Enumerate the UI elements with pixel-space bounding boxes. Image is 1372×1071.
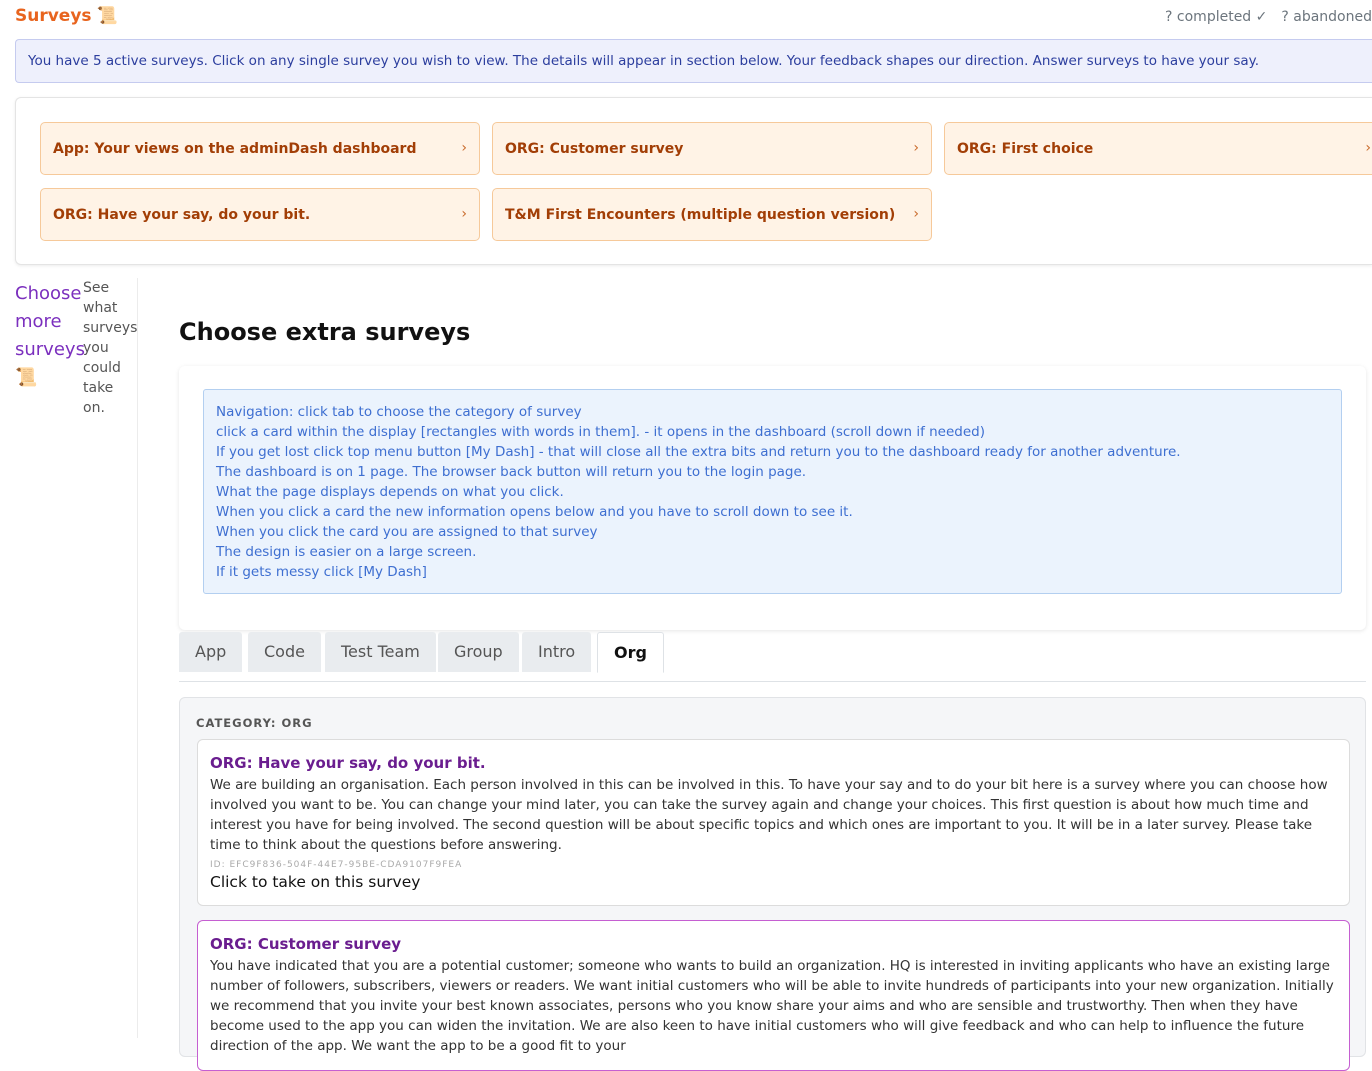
active-survey-card[interactable] (40, 188, 480, 241)
tab-org[interactable]: Org (597, 632, 664, 673)
category-label: CATEGORY: ORG (196, 716, 313, 730)
active-surveys-alert: You have 5 active surveys. Click on any single survey you wish to view. The details will appear in section below. Your feedback shapes our direction. Answer surveys to have your say. (15, 39, 1372, 83)
tab-code[interactable]: Code (248, 632, 321, 672)
active-survey-card[interactable] (40, 122, 480, 175)
survey-title: ORG: Customer survey (210, 935, 402, 953)
navigation-help-line: If you get lost click top menu button [My Dash] - that will close all the extra bits and return you to the dashboard ready for another adventure. (216, 444, 1181, 460)
survey-card[interactable] (197, 739, 1350, 906)
completed-count: ? completed ✓ (1165, 9, 1268, 25)
navigation-help-line: If it gets messy click [My Dash] (216, 564, 427, 580)
chevron-right-icon: › (1365, 140, 1371, 156)
active-survey-label: T&M First Encounters (multiple question version) (505, 207, 896, 223)
sidebar-description: See what surveys you could take on. (83, 280, 138, 416)
survey-description: You have indicated that you are a potential customer; someone who wants to build an organization. HQ is interested in inviting applicants who have an existing large number of followers, subscribers, viewers or readers. We want initial customers who will be able to invite hundreds of participants into your new organization. Initially we recommend that you invite your best known associates, persons who you know share your aims and who are sensible and trustworthy. Then when they have become used to the app you can widen the invitation. We are also keen to have initial customers who will give feedback and who can help to influence the future direction of the app. We want the app to be a good fit to your (210, 958, 1334, 1054)
chevron-right-icon: › (461, 206, 467, 222)
abandoned-count: ? abandoned (1281, 9, 1372, 25)
active-survey-card[interactable] (492, 188, 932, 241)
category-panel (179, 697, 1366, 1057)
navigation-help-line: click a card within the display [rectangles with words in them]. - it opens in the dashboard (scroll down if needed) (216, 424, 985, 440)
tab-group[interactable]: Group (438, 632, 519, 672)
chevron-right-icon: › (461, 140, 467, 156)
page-title-text: Surveys (15, 6, 92, 26)
tab-intro[interactable]: Intro (522, 632, 591, 672)
tab-app[interactable]: App (179, 632, 242, 672)
choose-more-surveys-link[interactable] (15, 280, 85, 392)
category-tabs (179, 632, 1366, 682)
active-survey-label: ORG: Have your say, do your bit. (53, 207, 311, 223)
survey-title: ORG: Have your say, do your bit. (210, 754, 486, 772)
navigation-help-line: Navigation: click tab to choose the category of survey (216, 404, 582, 420)
survey-stats (1151, 9, 1372, 25)
chevron-right-icon: › (913, 140, 919, 156)
navigation-help-panel (179, 366, 1366, 630)
take-survey-link[interactable]: Click to take on this survey (210, 873, 421, 891)
active-survey-label: App: Your views on the adminDash dashboard (53, 141, 417, 157)
active-survey-card[interactable] (944, 122, 1372, 175)
active-survey-label: ORG: First choice (957, 141, 1094, 157)
survey-id: ID: EFC9F836-504F-44E7-95BE-CDA9107F9FEA (210, 860, 463, 870)
active-survey-card[interactable] (492, 122, 932, 175)
scroll-icon: 📜 (96, 6, 118, 26)
navigation-help-line: When you click a card the new information opens below and you have to scroll down to see it. (216, 504, 853, 520)
sidebar-divider (137, 278, 138, 1038)
navigation-help-line: When you click the card you are assigned to that survey (216, 524, 598, 540)
survey-card[interactable] (197, 920, 1350, 1071)
navigation-help-line: The design is easier on a large screen. (216, 544, 477, 560)
tab-test-team[interactable]: Test Team (325, 632, 436, 672)
active-surveys-panel (15, 97, 1372, 265)
active-survey-label: ORG: Customer survey (505, 141, 684, 157)
page-header (15, 6, 1372, 30)
extra-surveys-heading: Choose extra surveys (179, 318, 471, 346)
chevron-right-icon: › (913, 206, 919, 222)
navigation-help-box (203, 389, 1342, 594)
choose-more-surveys-text: Choose more surveys (15, 283, 85, 360)
navigation-help-line: What the page displays depends on what you click. (216, 484, 564, 500)
scroll-icon: 📜 (15, 367, 38, 388)
navigation-help-line: The dashboard is on 1 page. The browser back button will return you to the login page. (216, 464, 807, 480)
page-title[interactable] (15, 6, 118, 26)
survey-description: We are building an organisation. Each person involved in this can be involved in this. To have your say and to do your bit here is a survey where you can choose how involved you want to be. You can change your mind later, you can take the survey again and change your choices. This first question is about how much time and interest you have for being involved. The second question will be about specific topics and which ones are important to you. It will be in a later survey. Please take time to think about the questions before answering. (210, 777, 1328, 853)
